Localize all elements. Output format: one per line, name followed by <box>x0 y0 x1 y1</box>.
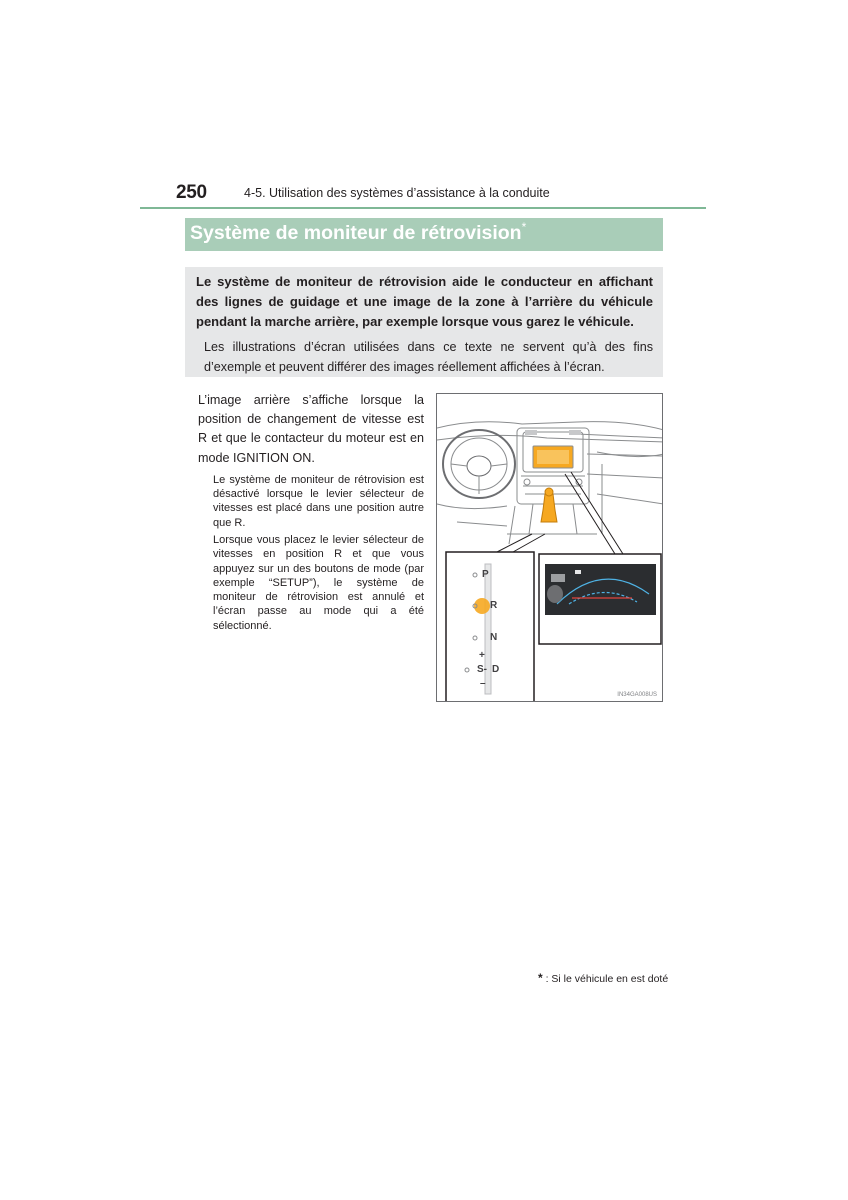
page-number: 250 <box>176 182 207 203</box>
gear-r-label: R <box>490 600 498 611</box>
title-bar <box>185 218 663 251</box>
header-divider <box>140 207 706 209</box>
dashboard-illustration <box>436 393 663 702</box>
intro-box <box>185 267 663 377</box>
gear-plus-label: + <box>479 650 485 661</box>
footnote <box>538 971 668 985</box>
gear-d-label: D <box>492 664 500 675</box>
page-header <box>176 182 706 206</box>
gear-gate <box>437 394 662 701</box>
body-paragraph: L’image arrière s’affiche lorsque la position de changement de vitesse est R et que le contacteur du moteur est en mode IGNITION ON. <box>198 393 424 465</box>
body-note-2: Lorsque vous placez le levier sélecteur de vitesses en position R et que vous appuyez sur un des boutons de mode (par exemple “SETUP”), le système de moniteur de rétrovision est annulé et l’écran passe au mode qui a été sélectionné. <box>213 534 424 632</box>
gear-p-label: P <box>482 569 489 580</box>
footnote-asterisk: * <box>538 971 543 985</box>
gear-minus-label: – <box>480 678 486 689</box>
section-title: 4-5. Utilisation des systèmes d’assistance à la conduite <box>244 186 550 200</box>
gear-s-label: S- <box>477 664 487 675</box>
gear-n-label: N <box>490 632 498 643</box>
page-title: Système de moniteur de rétrovision <box>190 222 522 244</box>
figure-code: IN34GA008US <box>617 692 657 698</box>
footnote-text: : Si le véhicule en est doté <box>545 973 669 985</box>
body-column <box>198 391 424 633</box>
intro-text: Le système de moniteur de rétrovision aide le conducteur en affichant des lignes de guidage et une image de la zone à l’arrière du véhicule pendant la marche arrière, par exemple lorsque vous garez le véhicule. <box>196 274 653 329</box>
body-note-1: Le système de moniteur de rétrovision est désactivé lorsque le levier sélecteur de vitesses est placé dans une position autre que R. <box>213 473 424 529</box>
title-asterisk: * <box>521 220 527 234</box>
intro-note: Les illustrations d’écran utilisées dans ce texte ne servent qu’à des fins d’exemple et peuvent différer des images réellement affichées à l’écran. <box>204 340 653 374</box>
